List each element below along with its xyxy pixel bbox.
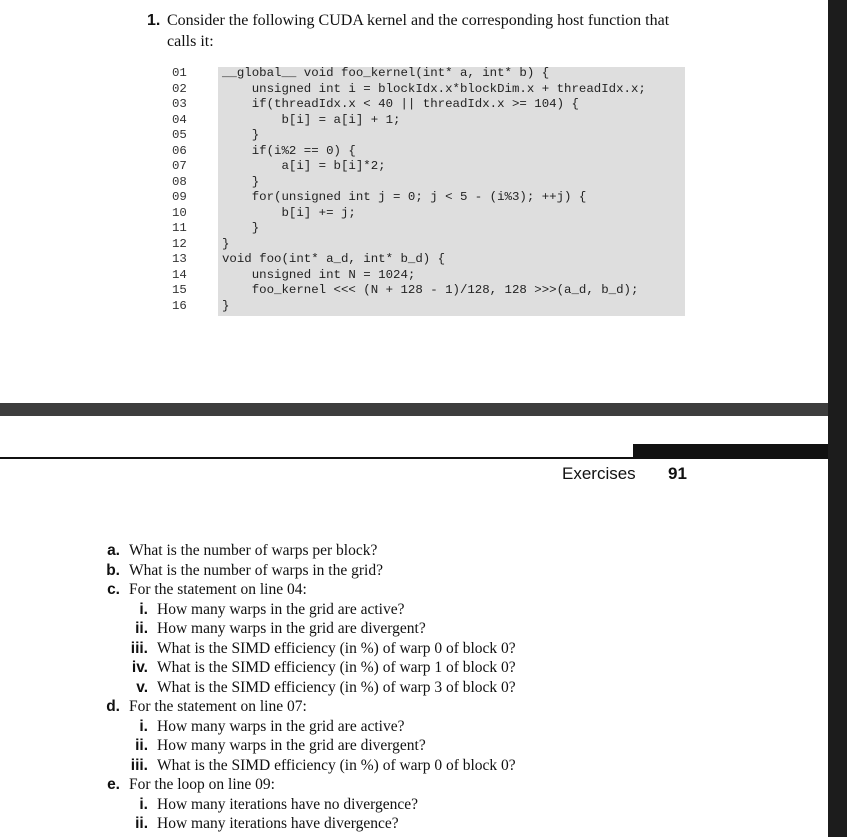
- code-line-number: 10: [172, 205, 187, 220]
- code-line-text: a[i] = b[i]*2;: [222, 159, 386, 173]
- sub-question-item: [104, 756, 516, 776]
- running-head-title: Exercises: [562, 464, 636, 483]
- sub-question-item: [104, 795, 516, 815]
- problem-number: 1.: [147, 12, 161, 29]
- code-line-text: if(i%2 == 0) {: [222, 143, 356, 158]
- code-line: [172, 159, 646, 175]
- question-label: i.: [139, 717, 148, 735]
- code-line: [172, 82, 646, 98]
- code-line-text: b[i] = a[i] + 1;: [222, 112, 401, 127]
- code-line-text: }: [222, 236, 230, 251]
- question-label: d.: [106, 698, 120, 715]
- question-label: e.: [107, 776, 120, 793]
- code-line-text: }: [222, 174, 260, 189]
- sub-question-item: [104, 717, 516, 737]
- code-line: [172, 66, 646, 82]
- question-list: [104, 541, 516, 834]
- code-line: [172, 190, 646, 206]
- question-item: [104, 775, 516, 795]
- code-line-number: 06: [172, 143, 187, 158]
- sub-question-item: [104, 678, 516, 698]
- sub-question-item: [104, 600, 516, 620]
- sub-question-item: [104, 736, 516, 756]
- sub-question-item: [104, 619, 516, 639]
- code-line-text: unsigned int N = 1024;: [222, 267, 416, 282]
- code-line-number: 01: [172, 66, 187, 80]
- code-line: [172, 97, 646, 113]
- question-label: ii.: [135, 815, 148, 832]
- question-text: How many warps in the grid are divergent?: [157, 737, 426, 754]
- problem-statement: [147, 10, 707, 52]
- question-label: c.: [107, 581, 120, 598]
- question-label: ii.: [135, 737, 148, 754]
- running-head-rule: [0, 457, 828, 459]
- question-text: What is the SIMD efficiency (in %) of warp 1 of block 0?: [157, 659, 516, 676]
- page-number: 91: [668, 464, 687, 483]
- code-line-number: 12: [172, 236, 187, 251]
- question-item: [104, 541, 516, 561]
- code-line-number: 02: [172, 81, 187, 96]
- question-label: b.: [106, 561, 120, 579]
- question-label: i.: [139, 795, 148, 813]
- code-line: [172, 206, 646, 222]
- code-line: [172, 252, 646, 268]
- code-line: [172, 128, 646, 144]
- code-line-number: 07: [172, 159, 187, 173]
- sub-question-item: [104, 658, 516, 678]
- code-line: [172, 175, 646, 191]
- sub-question-item: [104, 814, 516, 834]
- code-line-text: unsigned int i = blockIdx.x*blockDim.x + threadIdx.x;: [222, 81, 646, 96]
- problem-text-line1: Consider the following CUDA kernel and the corresponding host function that: [167, 12, 670, 29]
- code-line-number: 14: [172, 267, 187, 282]
- problem-text-line2: calls it:: [167, 33, 214, 50]
- question-text: What is the SIMD efficiency (in %) of warp 0 of block 0?: [157, 756, 516, 774]
- question-label: a.: [107, 542, 120, 559]
- code-line-number: 08: [172, 174, 187, 189]
- code-line-number: 04: [172, 112, 187, 127]
- question-item: [104, 561, 516, 581]
- question-text: How many warps in the grid are active?: [157, 717, 405, 735]
- code-line: [172, 144, 646, 160]
- viewer-right-edge: [828, 0, 847, 837]
- question-text: How many warps in the grid are divergent?: [157, 620, 426, 637]
- question-item: [104, 580, 516, 600]
- question-text: How many iterations have divergence?: [157, 815, 399, 832]
- code-line-text: b[i] += j;: [222, 205, 356, 220]
- code-line: [172, 283, 646, 299]
- code-line-number: 13: [172, 252, 187, 266]
- code-line-number: 05: [172, 128, 187, 142]
- question-label: iii.: [130, 639, 148, 657]
- code-line-text: if(threadIdx.x < 40 || threadIdx.x >= 104) {: [222, 97, 579, 111]
- code-line-text: foo_kernel <<< (N + 128 - 1)/128, 128 >>>(a_d, b_d);: [222, 283, 639, 297]
- question-text: What is the number of warps per block?: [129, 542, 378, 559]
- code-line-text: void foo(int* a_d, int* b_d) {: [222, 252, 446, 266]
- code-line: [172, 237, 646, 253]
- question-text: For the loop on line 09:: [129, 776, 275, 793]
- page-separator: [0, 403, 828, 416]
- sub-question-item: [104, 639, 516, 659]
- running-head-tab: [633, 444, 828, 458]
- code-line-text: for(unsigned int j = 0; j < 5 - (i%3); ++j) {: [222, 190, 587, 204]
- code-line-text: }: [222, 298, 230, 313]
- code-line-number: 15: [172, 283, 187, 297]
- question-label: v.: [136, 678, 148, 696]
- question-text: What is the SIMD efficiency (in %) of warp 3 of block 0?: [157, 678, 516, 696]
- code-line-text: }: [222, 128, 260, 142]
- code-line-number: 16: [172, 298, 187, 313]
- question-text: For the statement on line 04:: [129, 581, 307, 598]
- code-line-text: }: [222, 221, 260, 235]
- code-line: [172, 113, 646, 129]
- question-text: What is the number of warps in the grid?: [129, 561, 383, 579]
- code-line-number: 03: [172, 97, 187, 111]
- code-line: [172, 268, 646, 284]
- code-line: [172, 299, 646, 315]
- question-text: What is the SIMD efficiency (in %) of warp 0 of block 0?: [157, 639, 516, 657]
- question-text: How many iterations have no divergence?: [157, 795, 418, 813]
- question-text: How many warps in the grid are active?: [157, 600, 405, 618]
- question-label: iii.: [130, 756, 148, 774]
- code-line-text: __global__ void foo_kernel(int* a, int* b) {: [222, 66, 550, 80]
- question-label: ii.: [135, 620, 148, 637]
- code-listing: [172, 66, 646, 314]
- question-label: i.: [139, 600, 148, 618]
- code-line: [172, 221, 646, 237]
- code-line-number: 11: [172, 221, 187, 235]
- question-label: iv.: [131, 659, 148, 676]
- code-line-number: 09: [172, 190, 187, 204]
- question-text: For the statement on line 07:: [129, 698, 307, 715]
- question-item: [104, 697, 516, 717]
